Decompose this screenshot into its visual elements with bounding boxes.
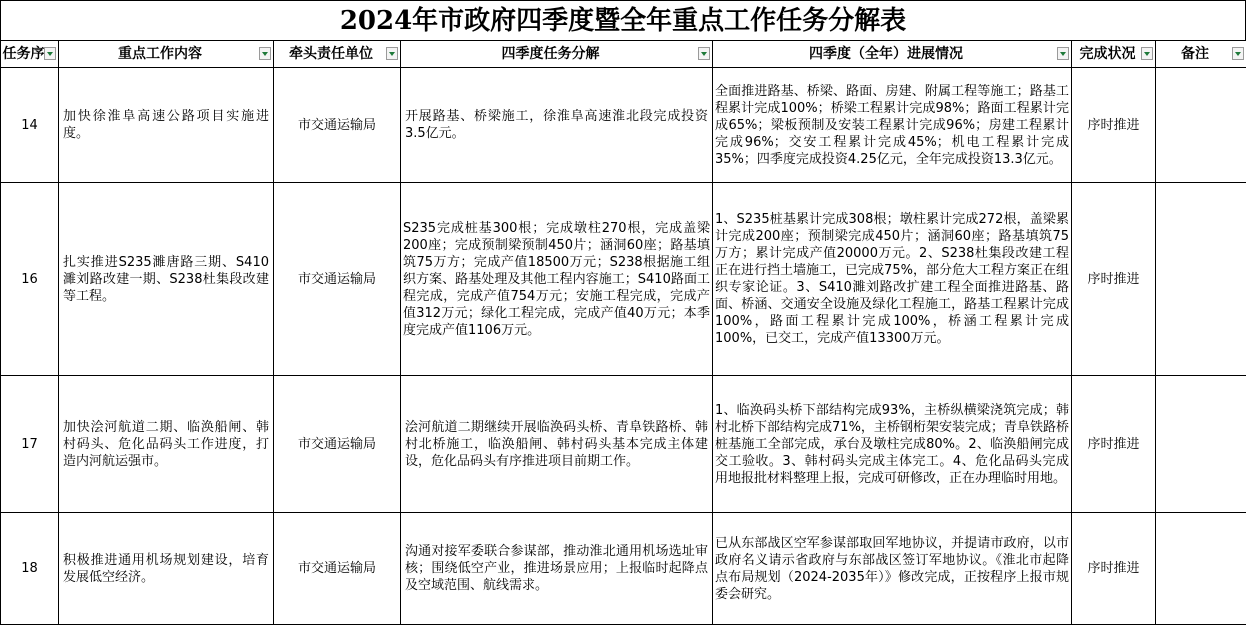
task-content: 扎实推进S235濉唐路三期、S410濉刘路改建一期、S238杜集段改建等工程。 — [59, 183, 274, 376]
completion-status: 序时推进 — [1072, 183, 1156, 376]
table-row — [1, 376, 1246, 513]
task-content: 积极推进通用机场规划建设，培育发展低空经济。 — [59, 513, 274, 625]
filter-dropdown-icon[interactable] — [386, 47, 398, 60]
filter-dropdown-icon[interactable] — [44, 47, 56, 60]
header-unit: 牵头责任单位 — [274, 41, 401, 68]
remark-cell — [1156, 183, 1246, 376]
header-no: 任务序 — [1, 41, 59, 68]
header-row — [1, 41, 1246, 68]
filter-dropdown-icon[interactable] — [1141, 47, 1153, 60]
lead-unit: 市交通运输局 — [274, 183, 401, 376]
task-breakdown: 开展路基、桥梁施工，徐淮阜高速淮北段完成投资3.5亿元。 — [401, 68, 713, 183]
lead-unit: 市交通运输局 — [274, 68, 401, 183]
completion-status: 序时推进 — [1072, 513, 1156, 625]
task-progress: 1、S235桩基累计完成308根；墩柱累计完成272根，盖梁累计完成200座；预制梁完成450片；涵洞60座；路基填筑75万方；累计完成产值20000万元。2、S238杜集段改建工程正在进行挡土墙施工，已完成75%，部分危大工程方案正在组织专家论证。3、S410濉刘路改扩建工程全面推进路基、路面、桥涵、交通安全设施及绿化工程施工，路基工程累计完成100%，路面工程累计完成100%，桥涵工程累计完成100%，已交工，完成产值13300万元。 — [713, 183, 1072, 376]
task-content: 加快徐淮阜高速公路项目实施进度。 — [59, 68, 274, 183]
table-row — [1, 183, 1246, 376]
lead-unit: 市交通运输局 — [274, 376, 401, 513]
task-progress: 1、临涣码头桥下部结构完成93%，主桥纵横梁浇筑完成；韩村北桥下部结构完成71%，主桥钢桁架安装完成；青阜铁路桥桩基施工全部完成，承台及墩柱完成80%。2、临涣船闸完成交工验收。3、韩村码头完成主体完工。4、危化品码头完成用地报批材料整理上报，完成可研修改，正在办理临时用地。 — [713, 376, 1072, 513]
header-remark: 备注 — [1156, 41, 1246, 68]
header-status: 完成状况 — [1072, 41, 1156, 68]
table-row — [1, 68, 1246, 183]
filter-dropdown-icon[interactable] — [698, 47, 710, 60]
task-table — [0, 40, 1246, 625]
completion-status: 序时推进 — [1072, 376, 1156, 513]
remark-cell — [1156, 376, 1246, 513]
filter-dropdown-icon[interactable] — [259, 47, 271, 60]
table-row — [1, 513, 1246, 625]
task-breakdown: 沟通对接军委联合参谋部，推动淮北通用机场选址审核；围绕低空产业，推进场景应用；上报临时起降点及空域范围、航线需求。 — [401, 513, 713, 625]
task-number: 16 — [1, 183, 59, 376]
completion-status: 序时推进 — [1072, 68, 1156, 183]
filter-dropdown-icon[interactable] — [1057, 47, 1069, 60]
lead-unit: 市交通运输局 — [274, 513, 401, 625]
page-title: 2024年市政府四季度暨全年重点工作任务分解表 — [0, 0, 1246, 40]
header-progress: 四季度（全年）进展情况 — [713, 41, 1072, 68]
header-content: 重点工作内容 — [59, 41, 274, 68]
task-number: 18 — [1, 513, 59, 625]
header-breakdown: 四季度任务分解 — [401, 41, 713, 68]
remark-cell — [1156, 513, 1246, 625]
remark-cell — [1156, 68, 1246, 183]
task-number: 14 — [1, 68, 59, 183]
task-content: 加快浍河航道二期、临涣船闸、韩村码头、危化品码头工作进度，打造内河航运强市。 — [59, 376, 274, 513]
task-number: 17 — [1, 376, 59, 513]
task-progress: 已从东部战区空军参谋部取回军地协议，并提请市政府，以市政府名义请示省政府与东部战区签订军地协议。《淮北市起降点布局规划（2024-2035年）》修改完成，正按程序上报市规委会研究。 — [713, 513, 1072, 625]
task-progress: 全面推进路基、桥梁、路面、房建、附属工程等施工；路基工程累计完成100%；桥梁工程累计完成98%；路面工程累计完成65%；梁板预制及安装工程累计完成96%；房建工程累计完成96%；交安工程累计完成45%；机电工程累计完成35%；四季度完成投资4.25亿元，全年完成投资13.3亿元。 — [713, 68, 1072, 183]
task-breakdown: 浍河航道二期继续开展临涣码头桥、青阜铁路桥、韩村北桥施工，临涣船闸、韩村码头基本完成主体建设，危化品码头有序推进项目前期工作。 — [401, 376, 713, 513]
task-breakdown: S235完成桩基300根；完成墩柱270根，完成盖梁200座；完成预制梁预制450片；涵洞60座；路基填筑75万方；完成产值18500万元；S238根据施工组织方案、路基处理及其他工程内容施工；S410路面工程完成，完成产值754万元；安施工程完成，完成产值312万元；绿化工程完成，完成产值40万元；本季度完成产值1106万元。 — [401, 183, 713, 376]
filter-dropdown-icon[interactable] — [1232, 47, 1244, 60]
